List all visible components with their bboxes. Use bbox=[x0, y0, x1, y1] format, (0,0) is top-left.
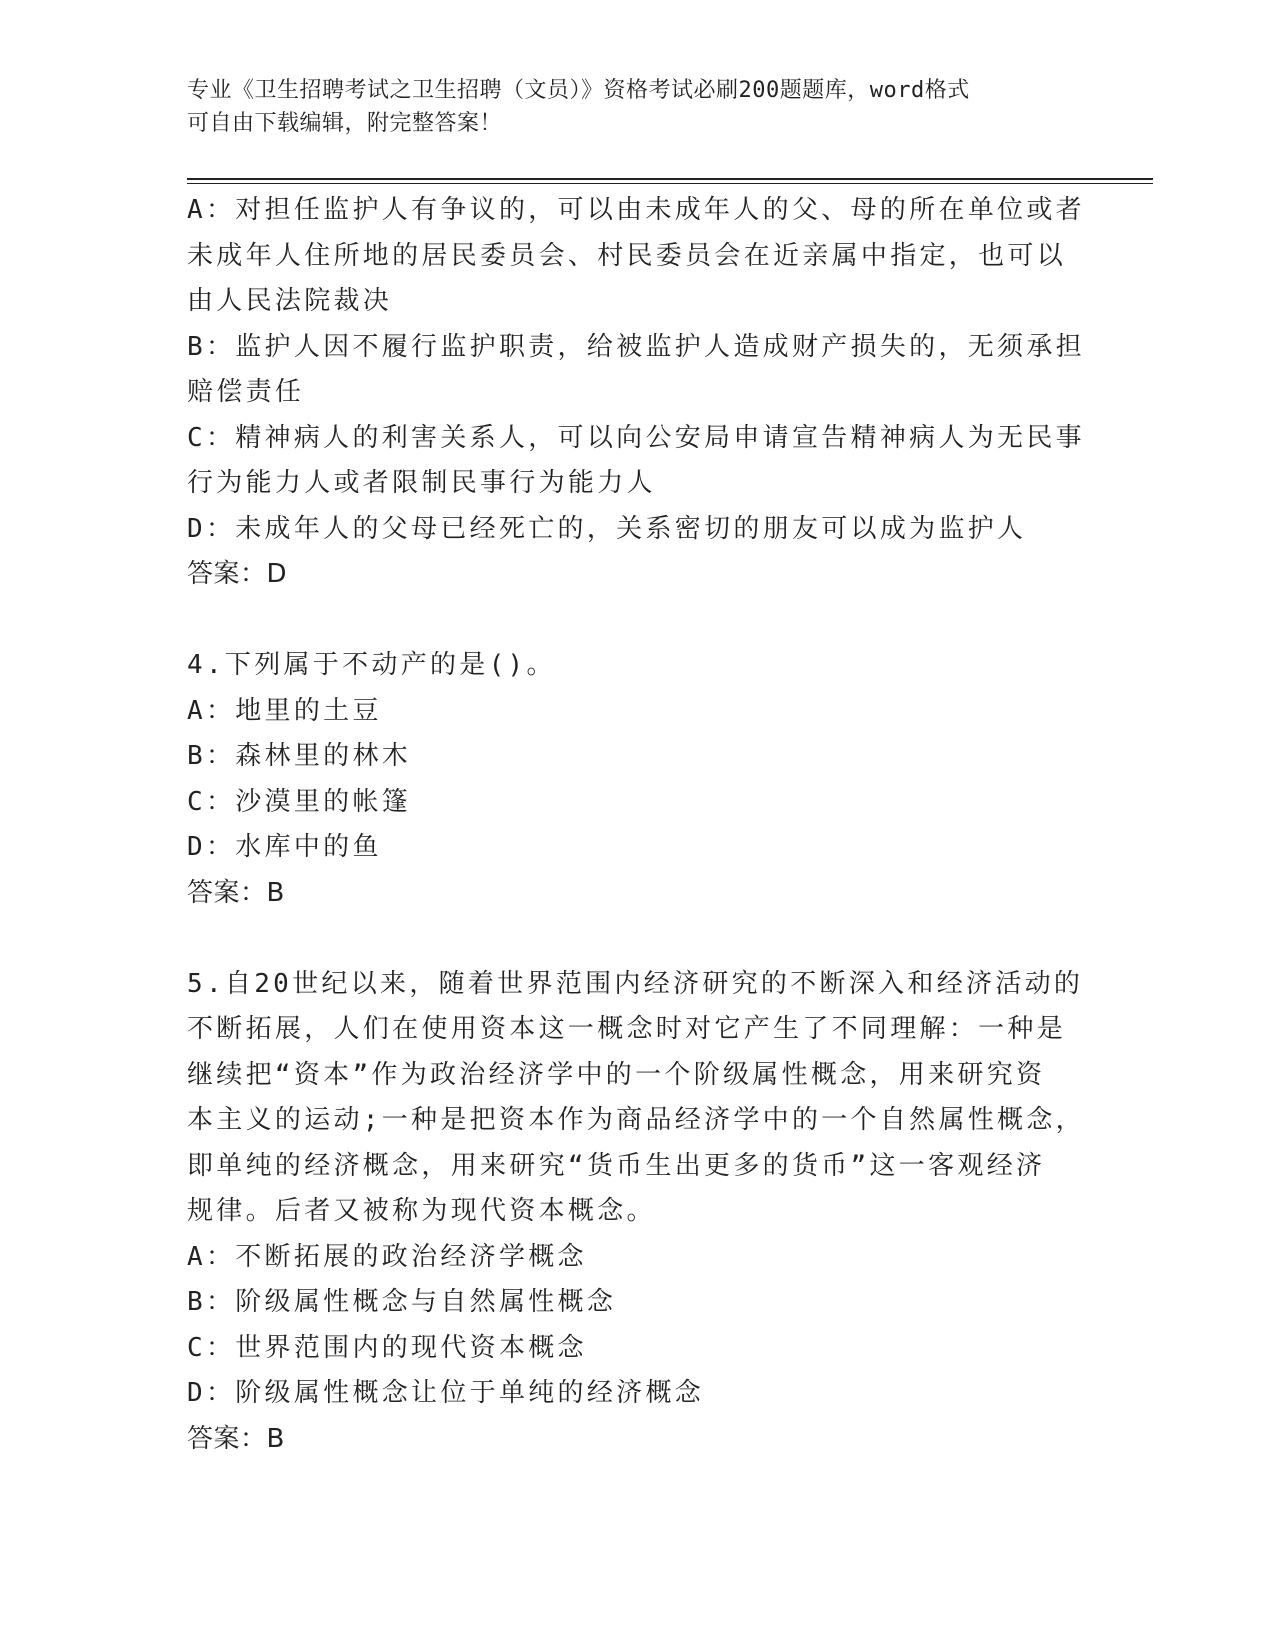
question-3-option-d: D：未成年人的父母已经死亡的，关系密切的朋友可以成为监护人 bbox=[187, 513, 1027, 544]
spacer bbox=[187, 598, 1087, 644]
header-title-line-1: 专业《卫生招聘考试之卫生招聘（文员）》资格考试必刷200题题库，word格式 bbox=[187, 78, 970, 103]
header-divider-thick bbox=[187, 178, 1153, 180]
option-text-line: 赔偿责任 bbox=[187, 377, 305, 407]
option-text-line: B：监护人因不履行监护职责，给被监护人造成财产损失的，无须承担 bbox=[187, 331, 1085, 362]
question-4-option-d: D：水库中的鱼 bbox=[187, 832, 382, 862]
option-text-line: 行为能力人或者限制民事行为能力人 bbox=[187, 468, 656, 498]
question-text-line: 继续把“资本”作为政治经济学中的一个阶级属性概念，用来研究资 bbox=[187, 1059, 1046, 1090]
question-text-line: 5.自20世纪以来，随着世界范围内经济研究的不断深入和经济活动的 bbox=[187, 968, 1084, 999]
question-4-stem: 4.下列属于不动产的是()。 bbox=[187, 650, 556, 680]
question-3-block bbox=[187, 188, 1087, 598]
question-5-stem bbox=[187, 962, 1087, 1235]
header-divider-thin bbox=[187, 183, 1153, 184]
question-5-option-c: C：世界范围内的现代资本概念 bbox=[187, 1332, 587, 1363]
question-5-option-d: D：阶级属性概念让位于单纯的经济概念 bbox=[187, 1378, 705, 1408]
document-body bbox=[187, 188, 1087, 1462]
question-text-line: 本主义的运动;一种是把资本作为商品经济学中的一个自然属性概念， bbox=[187, 1105, 1085, 1135]
option-text-line: 未成年人住所地的居民委员会、村民委员会在近亲属中指定，也可以 bbox=[187, 240, 1067, 271]
question-4-option-c: C：沙漠里的帐篷 bbox=[187, 786, 412, 817]
question-4-answer: 答案：B bbox=[187, 877, 285, 908]
question-5-answer: 答案：B bbox=[187, 1423, 285, 1454]
question-5-block bbox=[187, 962, 1087, 1463]
option-text-line: A：对担任监护人有争议的，可以由未成年人的父、母的所在单位或者 bbox=[187, 195, 1085, 225]
question-4-block bbox=[187, 643, 1087, 916]
question-3-answer: 答案：D bbox=[187, 559, 288, 589]
question-text-line: 规律。后者又被称为现代资本概念。 bbox=[187, 1196, 656, 1226]
question-text-line: 即单纯的经济概念，用来研究“货币生出更多的货币”这一客观经济 bbox=[187, 1150, 1046, 1181]
document-header bbox=[187, 74, 1067, 140]
question-5-option-b: B：阶级属性概念与自然属性概念 bbox=[187, 1287, 617, 1317]
question-4-option-b: B：森林里的林木 bbox=[187, 741, 412, 771]
question-4-option-a: A：地里的土豆 bbox=[187, 695, 382, 726]
header-title-line-2: 可自由下载编辑，附完整答案！ bbox=[187, 111, 503, 136]
question-5-option-a: A：不断拓展的政治经济学概念 bbox=[187, 1241, 587, 1272]
option-text-line: C：精神病人的利害关系人，可以向公安局申请宣告精神病人为无民事 bbox=[187, 422, 1085, 453]
question-3-option-c bbox=[187, 416, 1087, 507]
question-3-option-a bbox=[187, 188, 1087, 325]
spacer bbox=[187, 916, 1087, 962]
option-text-line: 由人民法院裁决 bbox=[187, 286, 393, 316]
question-text-line: 不断拓展，人们在使用资本这一概念时对它产生了不同理解：一种是 bbox=[187, 1014, 1067, 1044]
question-3-option-b bbox=[187, 325, 1087, 416]
